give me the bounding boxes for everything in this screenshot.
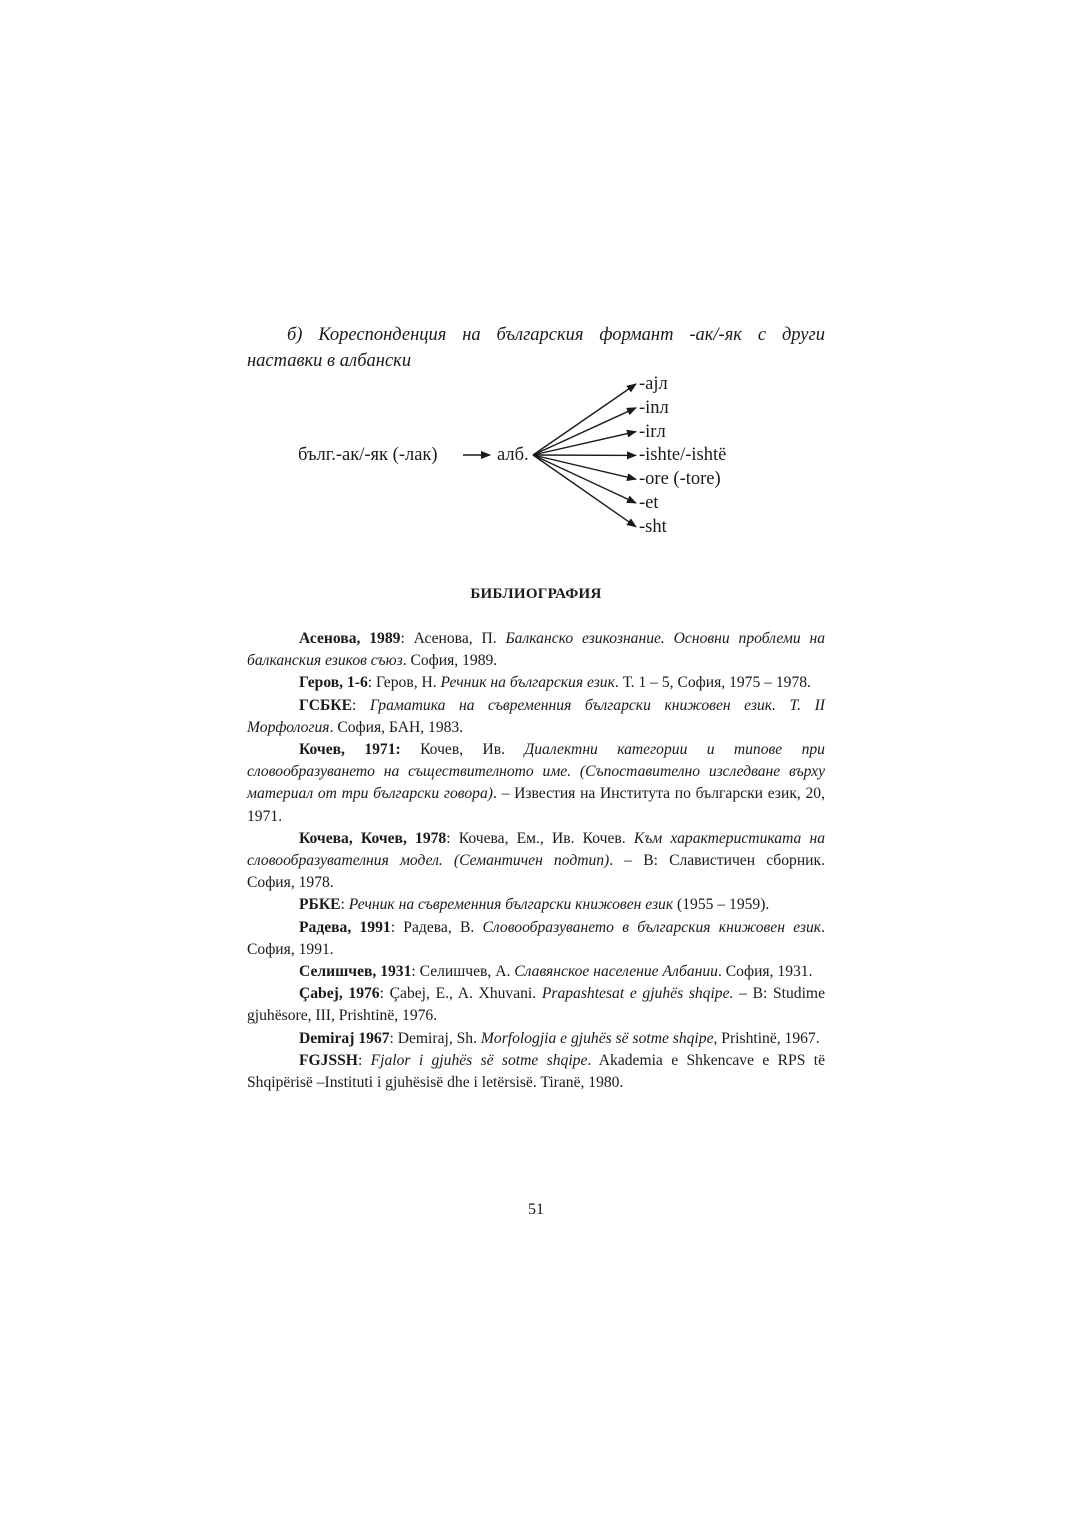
suffix-arrow [533, 408, 636, 455]
diagram-arrows [0, 370, 1080, 540]
suffix-label: -ore (-tore) [639, 469, 721, 490]
bibliography-entry: Demiraj 1967: Demiraj, Sh. Morfologjia e gjuhës së sotme shqipe, Prishtinë, 1967. [299, 1029, 820, 1047]
suffix-arrow [533, 455, 636, 527]
bibliography-entry: Радева, 1991: Радева, В. Словообразуването в българския книжовен език. София, 1991. [247, 918, 825, 958]
bibliography-entry: Кочева, Кочев, 1978: Кочева, Ем., Ив. Кочев. Към характеристиката на словообразувателния модел. (Семантичен подтип). – В: Славистичен сборник. София, 1978. [247, 829, 826, 892]
bibliography-entry: FGJSSH: Fjalor i gjuhës së sotme shqipe. Akademia e Shkencave e RPS të Shqipërisë –Instituti i gjuhësisë dhe i letërsisë. Tiranë, 1980. [247, 1051, 825, 1092]
section-heading: б) Кореспонденция на българския формант -ак/-як с други наставки в албански [247, 325, 825, 371]
suffix-label: -et [639, 493, 659, 513]
page-number: 51 [528, 1201, 544, 1218]
bibliography-entry: Геров, 1-6: Геров, Н. Речник на българския език. Т. 1 – 5, София, 1975 – 1978. [299, 674, 811, 692]
bibliography-title: БИБЛИОГРАФИЯ [470, 586, 602, 602]
target-label: алб. [497, 445, 529, 465]
bibliography-entry: Асенова, 1989: Асенова, П. Балканско езикознание. Основни проблеми на балканския езиков съюз. София, 1989. [247, 630, 825, 670]
bibliography-entry: ГСБКЕ: Граматика на съвременния български книжовен език. Т. II Морфология. София, БАН, 1983. [247, 696, 825, 736]
suffix-arrow [533, 455, 636, 503]
suffix-label: -sht [639, 516, 667, 537]
suffix-arrow [533, 432, 636, 455]
suffix-arrow [533, 455, 636, 479]
bibliography-entry: Кочев, 1971: Кочев, Ив. Диалектни категории и типове при словообразуването на съществителното име. (Съпоставително изследване върху материал от три български говора). – Известия на Института по български език, 20, 1971. [247, 741, 825, 825]
bibliography-entry: РБКЕ: Речник на съвременния български книжовен език (1955 – 1959). [299, 896, 770, 914]
suffix-label: -ajл [639, 374, 668, 394]
bibliography-entry: Çabej, 1976: Çabej, E., A. Xhuvani. Prapashtesat e gjuhës shqipe. – В: Studime gjuhësore, III, Prishtinë, 1976. [247, 985, 825, 1025]
suffix-label: -ishte/-ishtë [639, 445, 727, 466]
source-label: бълг.-ак/-як (-лак) [298, 445, 438, 465]
bibliography-entry: Селишчев, 1931: Селишчев, А. Славянское население Албании. София, 1931. [299, 963, 813, 981]
suffix-arrow [533, 384, 636, 455]
suffix-label: -inл [639, 397, 669, 418]
suffix-label: -irл [639, 421, 666, 442]
suffix-correspondence-diagram [0, 370, 1080, 540]
bibliography-list [247, 628, 825, 1094]
